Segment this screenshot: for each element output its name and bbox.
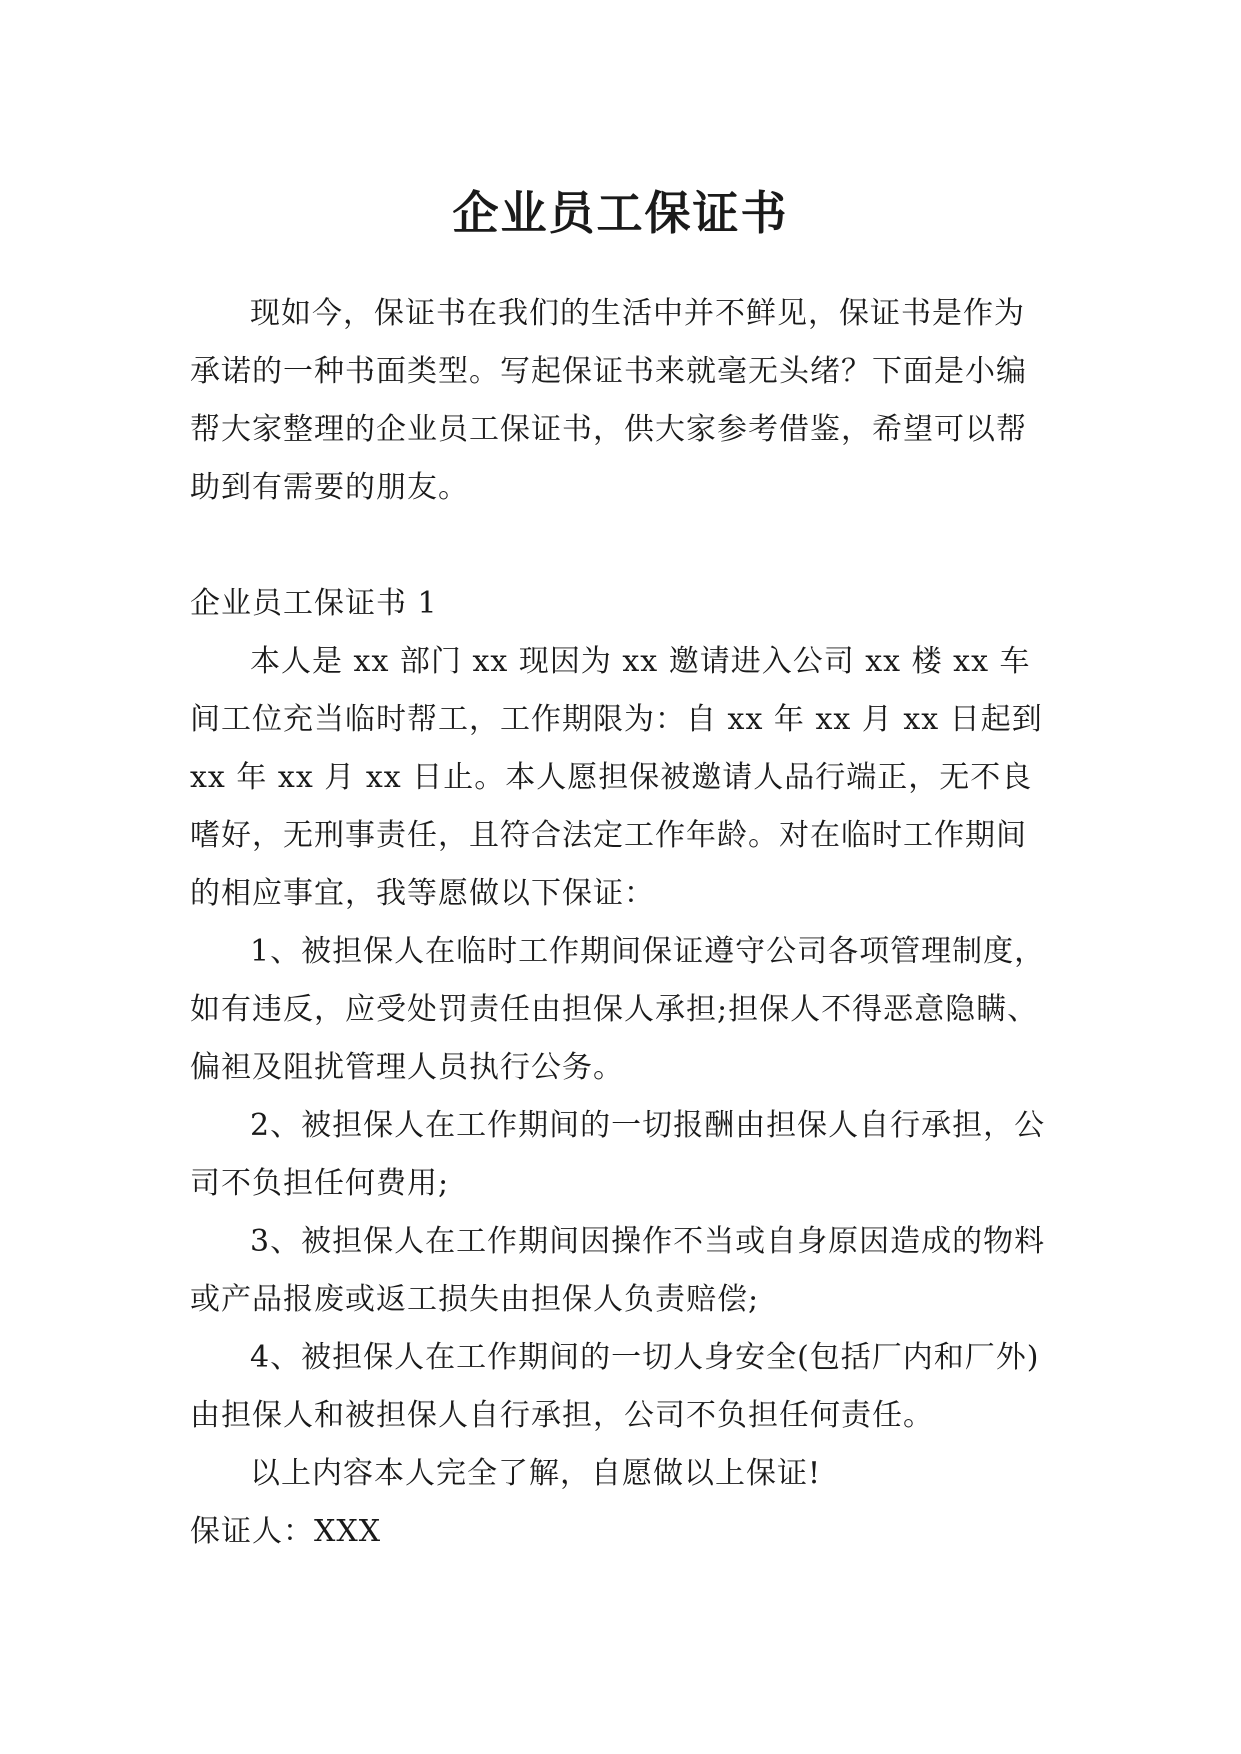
body-paragraph-1: 本人是 xx 部门 xx 现因为 xx 邀请进入公司 xx 楼 xx 车间工位充当临时帮工，工作期限为：自 xx 年 xx 月 xx 日起到 xx 年 xx 月 xx 日止。本人愿担保被邀请人品行端正，无不良嗜好，无刑事责任，且符合法定工作年龄。对在临时工作期间的相应事宜，我等愿做以下保证： xyxy=(190,644,1043,911)
document-title: 企业员工保证书 xyxy=(452,185,789,240)
intro-paragraph: 现如今，保证书在我们的生活中并不鲜见，保证书是作为承诺的一种书面类型。写起保证书来就毫无头绪？下面是小编帮大家整理的企业员工保证书，供大家参考借鉴，希望可以帮助到有需要的朋友。 xyxy=(190,296,1027,505)
section-heading: 企业员工保证书 1 xyxy=(190,586,438,621)
body-paragraph-2: 1、被担保人在临时工作期间保证遵守公司各项管理制度，如有违反，应受处罚责任由担保人承担;担保人不得恶意隐瞒、偏袒及阻扰管理人员执行公务。 xyxy=(190,934,1046,1085)
body-paragraph-6: 以上内容本人完全了解，自愿做以上保证! xyxy=(250,1456,822,1491)
document-body xyxy=(190,285,1050,1561)
signature-line: 保证人：XXX xyxy=(190,1514,382,1549)
body-paragraph-5: 4、被担保人在工作期间的一切人身安全(包括厂内和厂外)由担保人和被担保人自行承担，公司不负担任何责任。 xyxy=(190,1340,1040,1433)
paragraph-spacer xyxy=(190,517,1050,575)
body-paragraph-3: 2、被担保人在工作期间的一切报酬由担保人自行承担，公司不负担任何费用; xyxy=(190,1108,1046,1201)
body-paragraph-4: 3、被担保人在工作期间因操作不当或自身原因造成的物料或产品报废或返工损失由担保人负责赔偿; xyxy=(190,1224,1046,1317)
